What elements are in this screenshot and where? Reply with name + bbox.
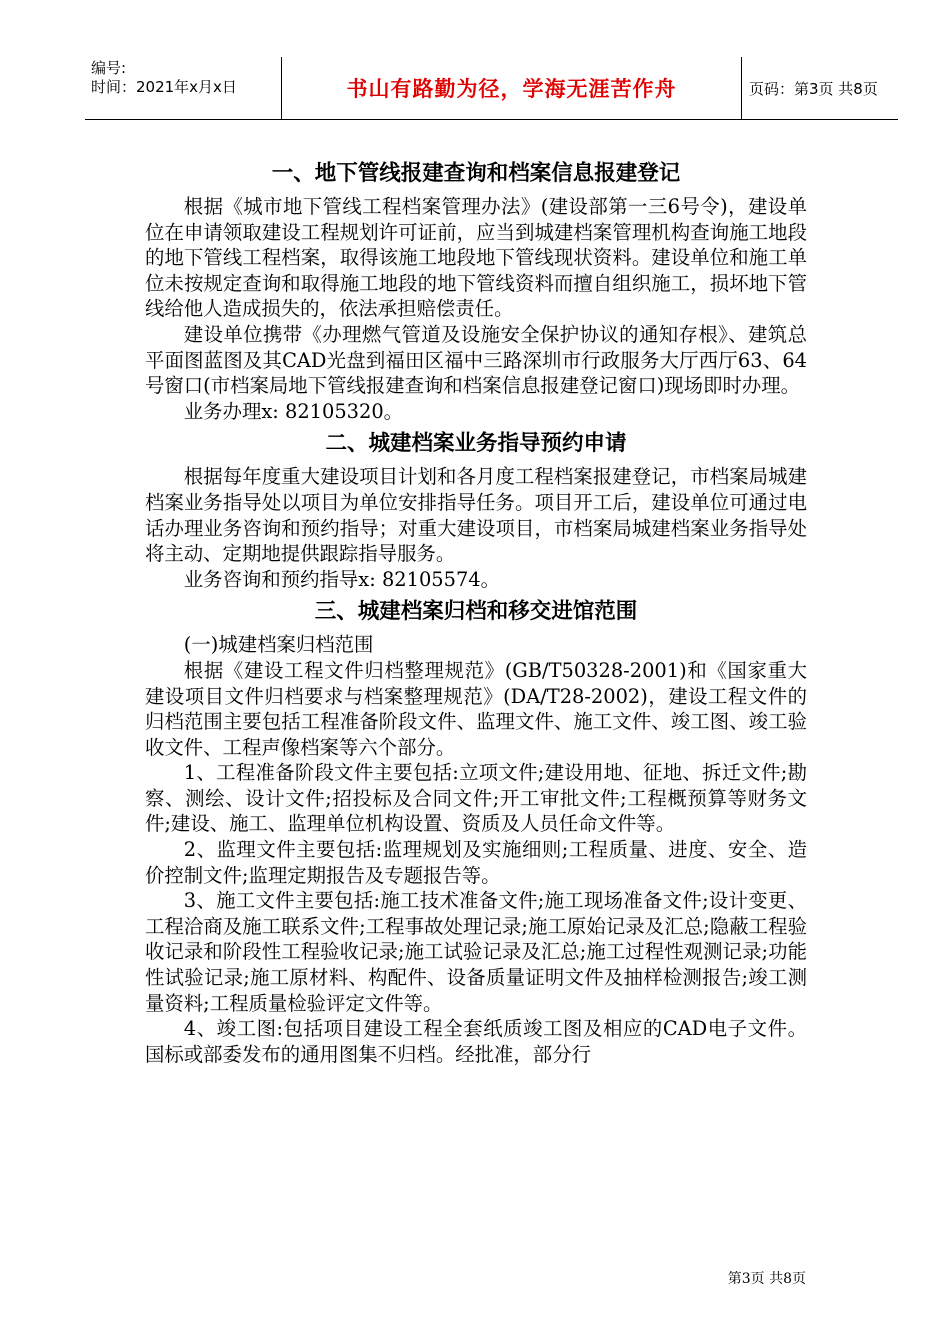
footer-page-number: 第3页 共8页 xyxy=(727,1271,806,1287)
paragraph: 根据《建设工程文件归档整理规范》(GB/T50328-2001)和《国家重大建设项目文件归档要求与档案整理规范》(DA/T28-2002)，建设工程文件的归档范围主要包括工程准备阶段文件、监理文件、施工文件、竣工图、竣工验收文件、工程声像档案等六个部分。 xyxy=(145,658,807,759)
paragraph: 根据《城市地下管线工程档案管理办法》(建设部第一三6号令)，建设单位在申请领取建设工程规划许可证前，应当到城建档案管理机构查询施工地段的地下管线工程档案，取得该施工地段地下管线现状资料。建设单位和施工单位未按规定查询和取得施工地段的地下管线资料而擅自组织施工，损坏地下管线给他人造成损失的，依法承担赔偿责任。 xyxy=(145,195,807,321)
section-heading: 二、城建档案业务指导预约申请 xyxy=(325,431,627,457)
list-item: 4、竣工图:包括项目建设工程全套纸质竣工图及相应的CAD电子文件。国标或部委发布的通用图集不归档。经批准，部分行 xyxy=(145,1017,807,1066)
header-motto: 书山有路勤为径，学海无涯苦作舟 xyxy=(281,57,742,119)
header-page-info: 页码：第3页 共8页 xyxy=(749,79,878,98)
header-left-cell xyxy=(85,57,281,119)
list-item: 1、工程准备阶段文件主要包括:立项文件;建设用地、征地、拆迁文件;勘察、测绘、设计文件;招投标及合同文件;开工审批文件;工程概预算等财务文件;建设、施工、监理单位机构设置、资质及人员任命文件等。 xyxy=(145,761,807,836)
subsection-title: (一)城建档案归档范围 xyxy=(183,633,374,657)
section-heading: 一、地下管线报建查询和档案信息报建登记 xyxy=(271,161,681,186)
paragraph: 建设单位携带《办理燃气管道及设施安全保护协议的通知存根》、建筑总平面图蓝图及其CAD光盘到福田区福中三路深圳市行政服务大厅西厅63、64号窗口(市档案局地下管线报建查询和档案信息报建登记窗口)现场即时办理。 xyxy=(145,322,807,398)
list-item: 2、监理文件主要包括:监理规划及实施细则;工程质量、进度、安全、造价控制文件;监理定期报告及专题报告等。 xyxy=(145,838,807,887)
number-label: 编号: xyxy=(91,59,127,77)
document-body xyxy=(145,154,807,1067)
page-header xyxy=(85,57,898,120)
paragraph: 业务办理x: 82105320。 xyxy=(183,399,404,423)
paragraph: 业务咨询和预约指导x: 82105574。 xyxy=(183,567,501,591)
paragraph: 根据每年度重大建设项目计划和各月度工程档案报建登记，市档案局城建档案业务指导处以项目为单位安排指导任务。项目开工后，建设单位可通过电话办理业务咨询和预约指导；对重大建设项目，市档案局城建档案业务指导处将主动、定期地提供跟踪指导服务。 xyxy=(145,465,807,566)
section-heading: 三、城建档案归档和移交进馆范围 xyxy=(314,599,638,625)
list-item: 3、施工文件主要包括:施工技术准备文件;施工现场准备文件;设计变更、工程洽商及施工联系文件;工程事故处理记录;施工原始记录及汇总;隐蔽工程验收记录和阶段性工程验收记录;施工试验记录及汇总;施工过程性观测记录;功能性试验记录;施工原材料、构配件、设备质量证明文件及抽样检测报告;竣工测量资料;工程质量检验评定文件等。 xyxy=(145,889,807,1015)
time-label: 时间：2021年x月x日 xyxy=(91,78,237,96)
